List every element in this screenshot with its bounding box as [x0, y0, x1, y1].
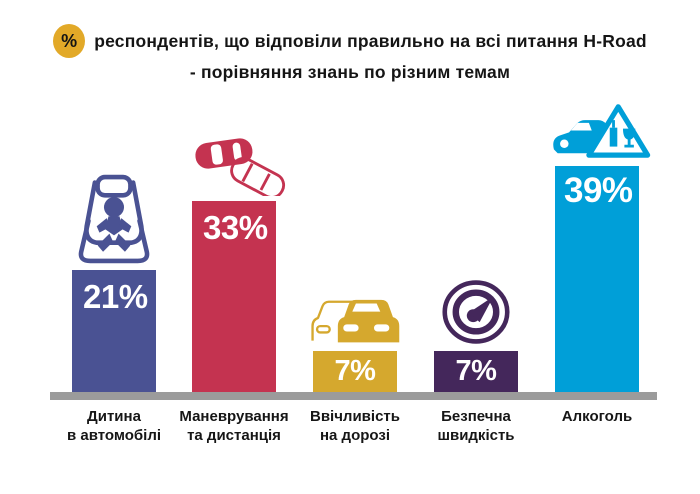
- bar: [434, 351, 518, 392]
- bar: [192, 201, 276, 392]
- category-label-line: швидкість: [437, 427, 515, 444]
- bar-value-label: 33%: [203, 209, 268, 246]
- bar-column-alcohol: [555, 166, 639, 425]
- category-label-line: Ввічливість: [310, 408, 400, 425]
- bar-column-maneuvering: [179, 201, 289, 444]
- two-cars-maneuvering-icon: [189, 133, 295, 196]
- percent-badge-icon: %: [53, 24, 85, 58]
- cars-politeness-icon: [305, 290, 405, 346]
- speedometer-icon: [440, 278, 512, 346]
- category-label-line: в автомобілі: [66, 427, 162, 444]
- bar-value-label: 39%: [564, 171, 633, 210]
- bar-value-label: 21%: [83, 278, 148, 315]
- bar-column-child-in-car: [66, 270, 162, 444]
- bar-column-politeness: [310, 351, 400, 444]
- category-label-line: Алкоголь: [561, 408, 633, 425]
- chart-title-line2: - порівняння знань по різним темам: [189, 62, 511, 82]
- category-label-line: Маневрування: [179, 408, 289, 425]
- bar-column-safe-speed: [434, 351, 518, 444]
- child-car-seat-icon: [73, 173, 155, 265]
- bar-value-label: 7%: [455, 355, 497, 387]
- bar-value-label: 7%: [334, 355, 376, 387]
- bar: [72, 270, 156, 392]
- category-label-line: Безпечна: [441, 408, 511, 425]
- car-alcohol-warning-icon: [552, 100, 658, 161]
- category-label-line: на дорозі: [319, 427, 390, 444]
- category-label: [522, 407, 672, 426]
- category-label-line: та дистанція: [187, 427, 281, 444]
- baseline-axis: [50, 392, 657, 400]
- bar: [555, 166, 639, 392]
- bar: [313, 351, 397, 392]
- chart-title-text: респондентів, що відповіли правильно на всі питання H-Road: [94, 31, 647, 51]
- category-label-line: Дитина: [87, 408, 141, 425]
